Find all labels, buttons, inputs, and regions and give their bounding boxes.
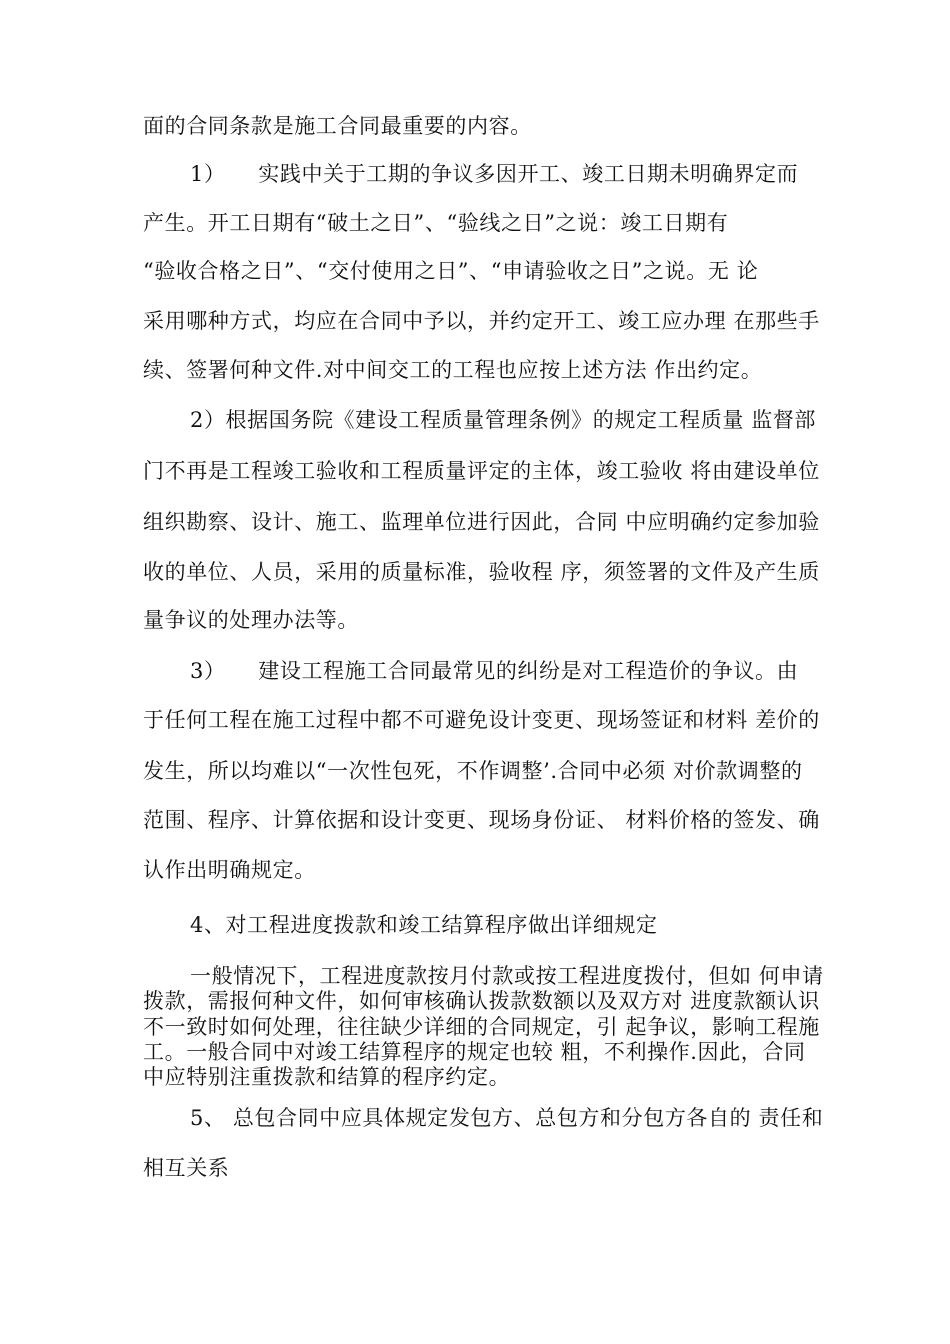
text-line: 面的合同条款是施工合同最重要的内容。 bbox=[143, 114, 532, 138]
text-line: 组织勘察、设计、施工、监理单位进行因此，合同 中应明确约定参加验 bbox=[143, 510, 820, 534]
text-line: 中应特别注重拨款和结算的程序约定。 bbox=[143, 1065, 511, 1089]
section-heading: 5、 总包合同中应具体规定发包方、总包方和分包方各自的 责任和 bbox=[190, 1106, 824, 1130]
text-line: 量争议的处理办法等。 bbox=[143, 608, 359, 632]
text-line: 工。一般合同中对竣工结算程序的规定也较 粗，不利操作.因此，合同 bbox=[143, 1040, 806, 1064]
text-line: 门不再是工程竣工验收和工程质量评定的主体，竣工验收 将由建设单位 bbox=[143, 459, 820, 483]
text-line: 产生。开工日期有“破土之日”、“验线之日”之说：竣工日期有 bbox=[143, 211, 729, 235]
text-line: 收的单位、人员，采用的质量标准，验收程 序，须签署的文件及产生质 bbox=[143, 560, 820, 584]
text-line: 认作出明确规定。 bbox=[143, 858, 316, 882]
text-line: 2）根据国务院《建设工程质量管理条例》的规定工程质量 监督部 bbox=[190, 408, 817, 432]
text-line: 不一致时如何处理，往往缺少详细的合同规定，引 起争议，影响工程施 bbox=[143, 1015, 820, 1039]
section-heading: 4、对工程进度拨款和竣工结算程序做出详细规定 bbox=[190, 913, 658, 937]
text-line: 采用哪种方式，均应在合同中予以，并约定开工、竣工应办理 在那些手 bbox=[143, 309, 820, 333]
text-line: “验收合格之日”、“交付使用之日”、“申请验收之日”之说。无 论 bbox=[143, 259, 759, 283]
text-line: 一般情况下，工程进度款按月付款或按工程进度拨付，但如 何申请 bbox=[190, 964, 824, 988]
text-line: 1） 实践中关于工期的争议多因开工、竣工日期未明确界定而 bbox=[190, 162, 799, 186]
text-line: 范围、程序、计算依据和设计变更、现场身份证、 材料价格的签发、确 bbox=[143, 808, 820, 832]
text-line: 相互关系 bbox=[143, 1156, 230, 1180]
text-line: 拨款，需报何种文件，如何审核确认拨款数额以及双方对 进度款额认识 bbox=[143, 989, 820, 1013]
text-line: 续、签署何种文件.对中间交工的工程也应按上述方法 作出约定。 bbox=[143, 358, 763, 382]
text-line: 于任何工程在施工过程中都不可避免设计变更、现场签证和材料 差价的 bbox=[143, 708, 820, 732]
text-line: 3） 建设工程施工合同最常见的纠纷是对工程造价的争议。由 bbox=[190, 659, 799, 683]
text-line: 发生，所以均难以“一次性包死，不作调整’.合同中必须 对价款调整的 bbox=[143, 759, 803, 783]
